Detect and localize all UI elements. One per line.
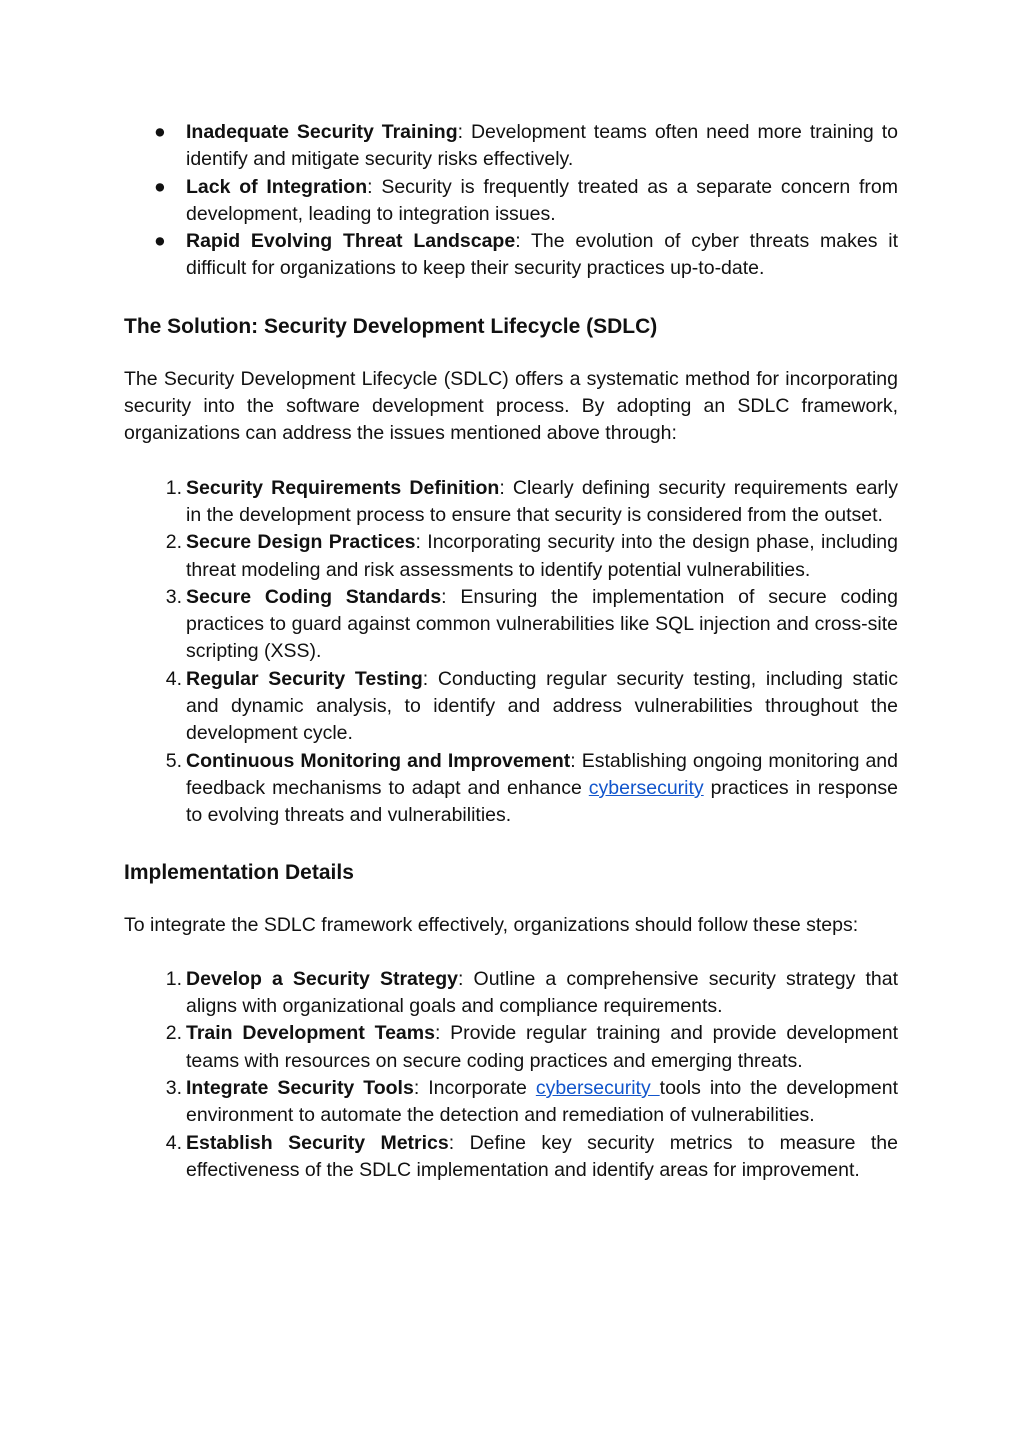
item-number: 1. <box>165 476 182 499</box>
implementation-heading: Implementation Details <box>124 860 354 884</box>
list-item <box>124 174 898 229</box>
item-text: : Incorporating security into the design phase, including threat modeling and risk assessments to identify potential vulnerabilities. <box>186 531 899 581</box>
bullet-icon: ● <box>154 121 166 143</box>
item-text-before: : Establishing ongoing monitoring and feedback mechanisms to adapt and enhance <box>186 749 898 799</box>
list-item <box>124 529 898 584</box>
item-term: Inadequate Security Training <box>186 121 458 143</box>
item-number: 2. <box>165 1022 182 1045</box>
item-text: : Outline a comprehensive security strategy that aligns with organizational goals and compliance requirements. <box>186 967 898 1018</box>
list-item <box>124 228 898 283</box>
item-term: Develop a Security Strategy <box>186 967 458 990</box>
item-term: Secure Design Practices <box>186 531 416 554</box>
list-item <box>124 119 898 174</box>
item-term: Secure Coding Standards <box>186 585 442 608</box>
solution-list <box>124 475 898 830</box>
list-item <box>124 1130 898 1185</box>
list-item <box>124 1020 898 1075</box>
item-term: Rapid Evolving Threat Landscape <box>186 230 516 253</box>
list-item <box>124 584 898 666</box>
item-term: Train Development Teams <box>186 1022 435 1045</box>
solution-intro: The Security Development Lifecycle (SDLC) offers a systematic method for incorporating security into the software development process. By adopting an SDLC framework, organizations can address the issues mentioned above through: <box>124 367 898 445</box>
cybersecurity-link[interactable]: cybersecurity <box>588 776 704 799</box>
item-text-after: practices in response to evolving threats and vulnerabilities. <box>186 776 898 827</box>
solution-heading: The Solution: Security Development Lifecycle (SDLC) <box>124 314 658 338</box>
item-number: 5. <box>165 749 182 772</box>
item-number: 2. <box>165 531 182 554</box>
item-term: Continuous Monitoring and Improvement <box>186 749 571 772</box>
item-text: : Conducting regular security testing, including static and dynamic analysis, to identify and address vulnerabilities throughout the development cycle. <box>186 667 898 745</box>
item-text: : Ensuring the implementation of secure coding practices to guard against common vulnerabilities like SQL injection and cross-site scripting (XSS). <box>186 585 898 663</box>
list-item <box>124 966 898 1021</box>
item-number: 1. <box>165 967 182 990</box>
item-text: : Define key security metrics to measure the effectiveness of the SDLC implementation and identify areas for improvement. <box>186 1131 898 1181</box>
item-term: Lack of Integration <box>186 175 368 198</box>
cybersecurity-link[interactable]: cybersecurity <box>535 1077 660 1100</box>
list-item <box>124 748 898 830</box>
item-number: 4. <box>165 1131 182 1154</box>
list-item <box>124 1075 898 1130</box>
item-text: : Security is frequently treated as a separate concern from development, leading to integration issues. <box>186 175 899 225</box>
item-text: : Clearly defining security requirements early in the development process to ensure that security is considered from the outset. <box>186 476 898 526</box>
list-item <box>124 666 898 748</box>
challenges-list <box>124 119 898 283</box>
item-text: : Provide regular training and provide development teams with resources on secure coding practices and emerging threats. <box>186 1022 898 1072</box>
list-item <box>124 475 898 530</box>
item-term: Establish Security Metrics <box>186 1131 449 1154</box>
bullet-icon: ● <box>154 230 166 253</box>
item-term: Integrate Security Tools <box>186 1077 414 1100</box>
item-text: : The evolution of cyber threats makes it difficult for organizations to keep their security practices up-to-date. <box>186 230 898 280</box>
item-text-before: : Incorporate <box>413 1077 536 1100</box>
implementation-intro: To integrate the SDLC framework effectively, organizations should follow these steps: <box>124 913 859 936</box>
item-term: Regular Security Testing <box>186 667 423 690</box>
item-number: 3. <box>165 1077 182 1100</box>
item-number: 3. <box>165 585 182 608</box>
item-number: 4. <box>165 667 182 690</box>
document-page <box>124 119 898 1184</box>
implementation-list <box>124 966 898 1184</box>
item-text: : Development teams often need more training to identify and mitigate security risks effectively. <box>186 121 898 171</box>
item-term: Security Requirements Definition <box>186 476 500 499</box>
bullet-icon: ● <box>154 175 166 198</box>
item-text-after: tools into the development environment to automate the detection and remediation of vulnerabilities. <box>186 1077 898 1127</box>
